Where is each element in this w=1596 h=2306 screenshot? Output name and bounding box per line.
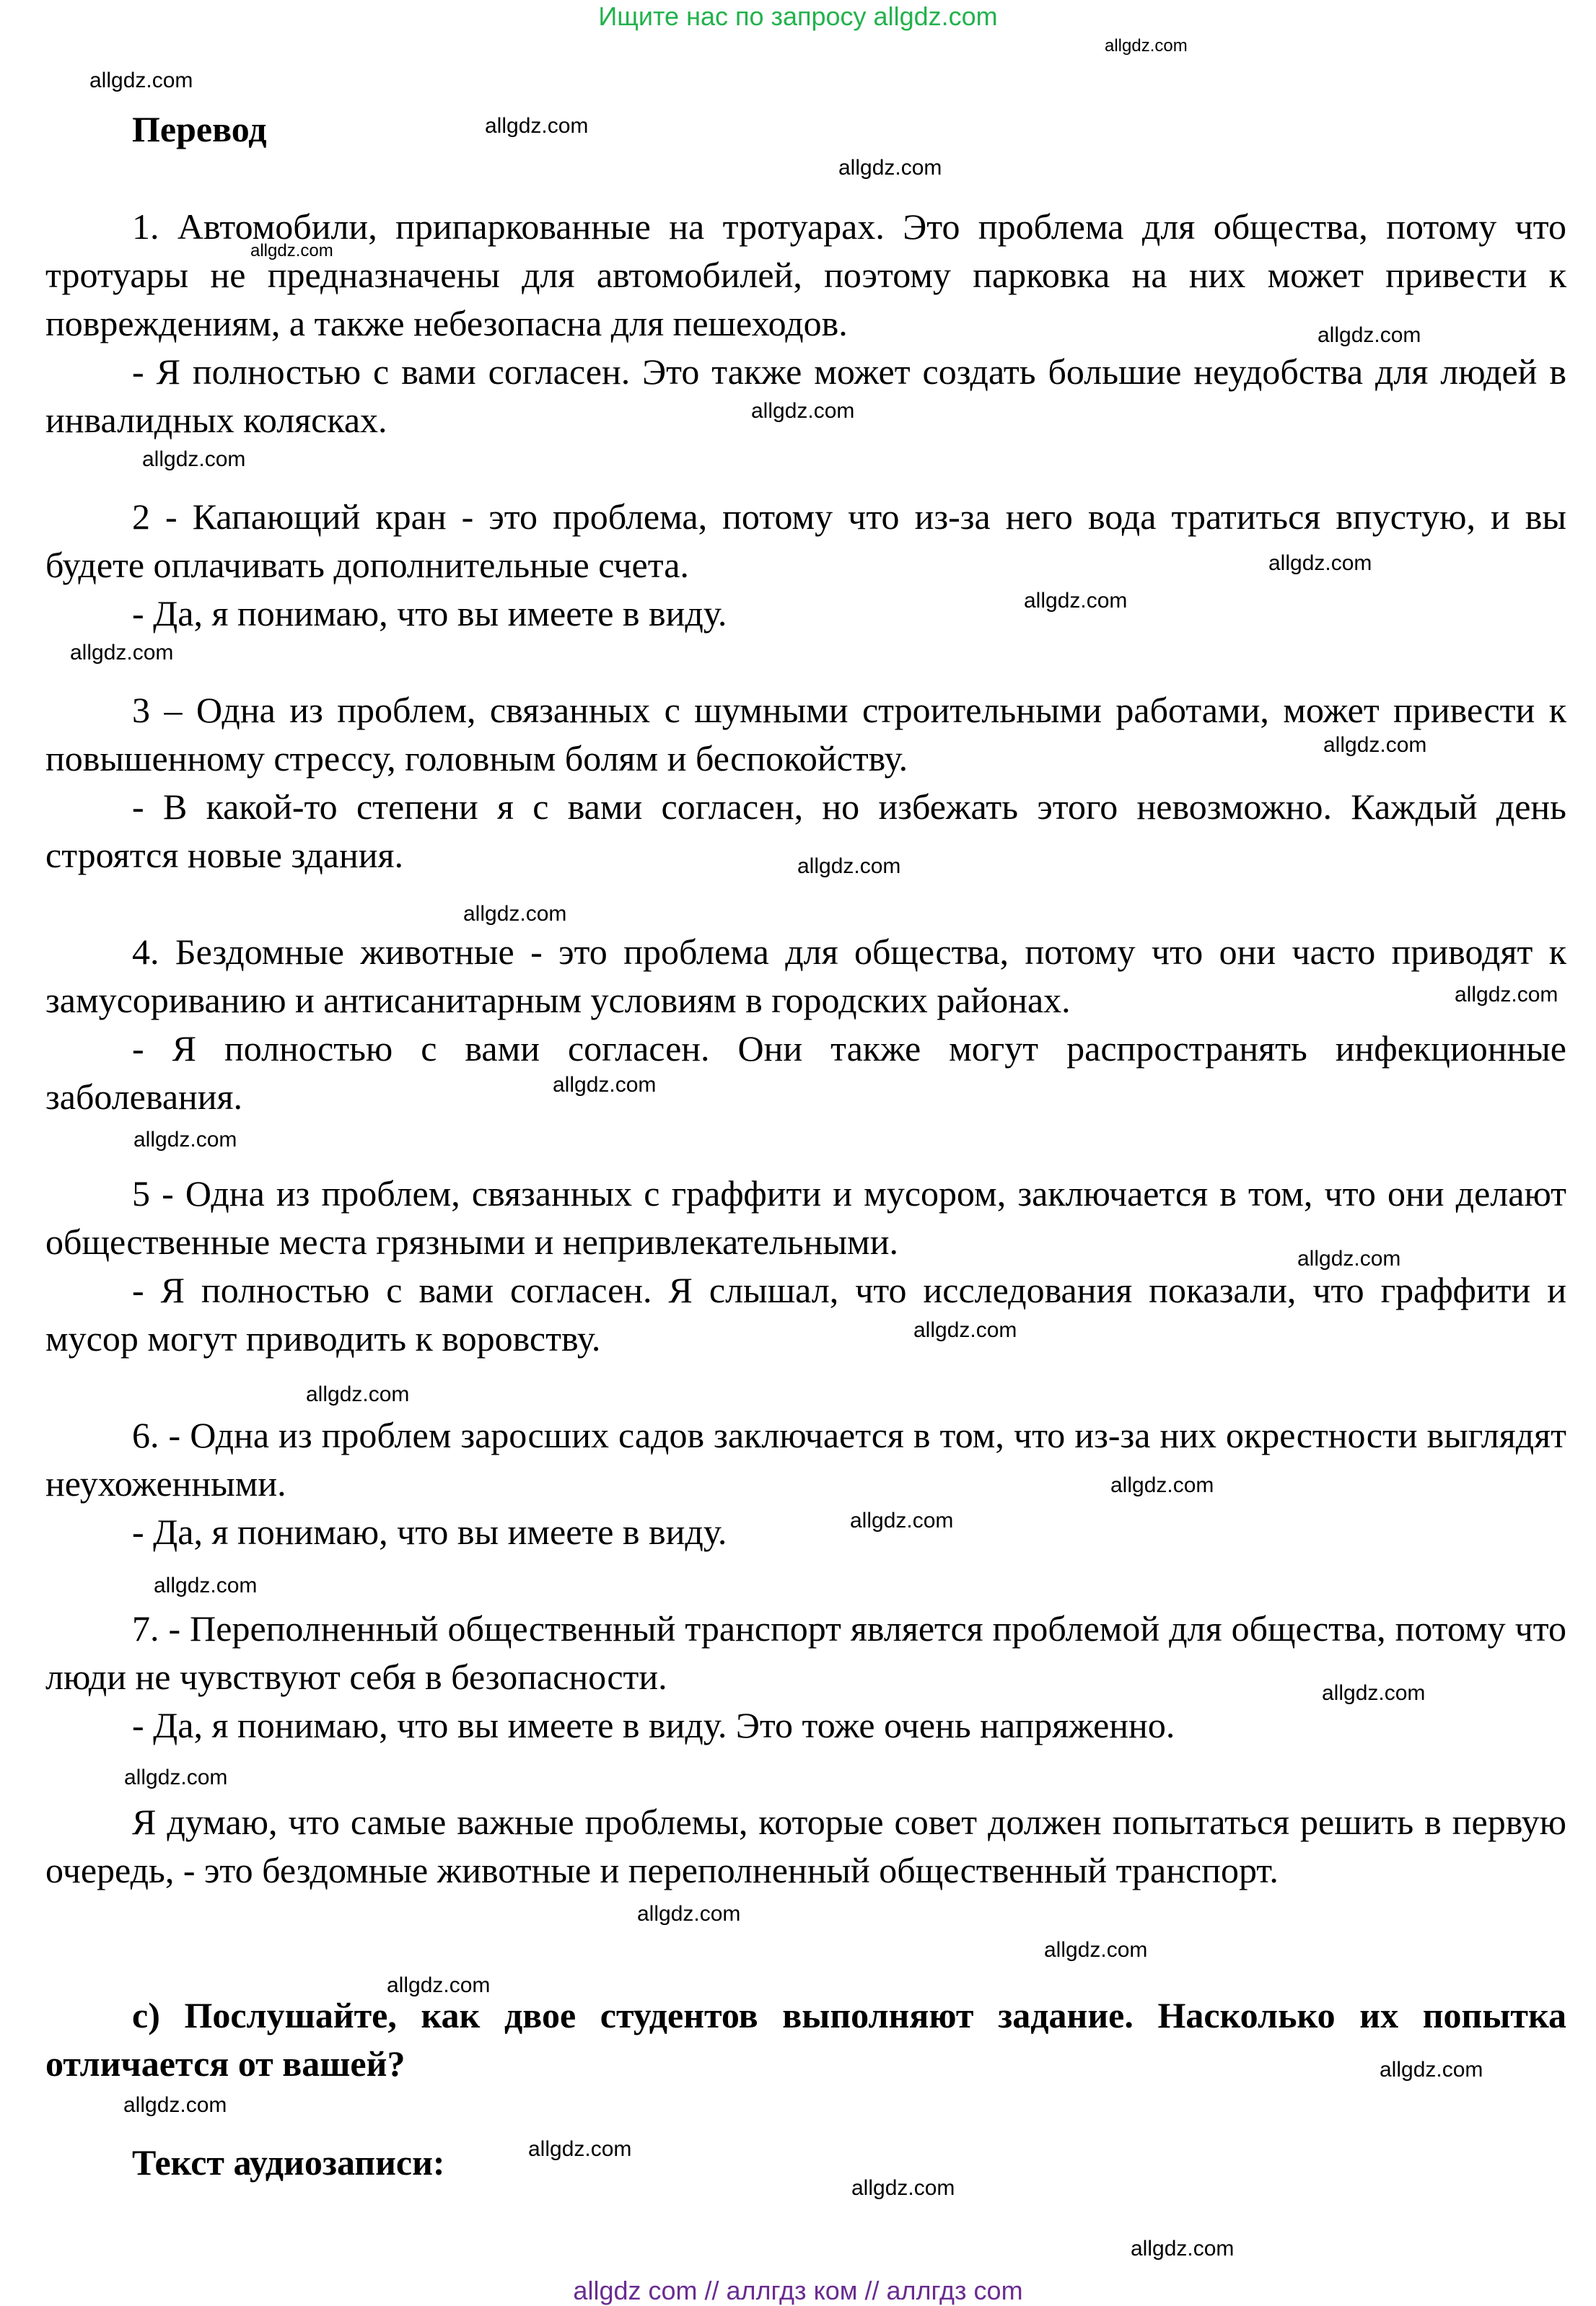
watermark: allgdz.com <box>838 156 942 180</box>
watermark: allgdz.com <box>751 399 855 423</box>
watermark: allgdz.com <box>1105 36 1188 56</box>
watermark: allgdz.com <box>142 447 246 471</box>
watermark: allgdz.com <box>553 1073 657 1097</box>
reply-5: - Я полностью с вами согласен. Я слышал, что исследования показали, что граффити и мусор могут приводить к воровству. <box>45 1270 1566 1359</box>
watermark: allgdz.com <box>797 854 901 878</box>
watermark: allgdz.com <box>1268 551 1372 575</box>
footer-links[interactable]: allgdz com // аллгдз ком // аллгдз com <box>573 2276 1023 2305</box>
watermark: allgdz.com <box>133 1128 237 1152</box>
watermark: allgdz.com <box>851 2176 955 2200</box>
watermark: allgdz.com <box>528 2137 632 2161</box>
watermark: allgdz.com <box>913 1318 1017 1342</box>
watermark: allgdz.com <box>1110 1473 1214 1497</box>
paragraph-1: 1. Автомобили, припаркованные на тротуарах. Это проблема для общества, потому что тротуары не предназначены для автомобилей, поэтому парковка на них может привести к повреждениям, а также небезопасна для пешеходов. <box>45 206 1566 343</box>
reply-1: - Я полностью с вами согласен. Это также может создать большие неудобства для людей в инвалидных колясках. <box>45 351 1566 440</box>
watermark: allgdz.com <box>89 69 193 92</box>
watermark: allgdz.com <box>306 1382 410 1406</box>
top-banner: Ищите нас по запросу allgdz.com <box>598 1 998 31</box>
audio-heading: Текст аудиозаписи: <box>132 2142 445 2183</box>
reply-2: - Да, я понимаю, что вы имеете в виду. <box>132 593 727 634</box>
watermark: allgdz.com <box>637 1902 741 1926</box>
watermark: allgdz.com <box>485 114 589 138</box>
conclusion-paragraph: Я думаю, что самые важные проблемы, которые совет должен попытаться решить в первую очередь, - это бездомные животные и переполненный общественный транспорт. <box>45 1802 1566 1890</box>
watermark: allgdz.com <box>124 1766 228 1789</box>
watermark: allgdz.com <box>1297 1247 1401 1271</box>
paragraph-5: 5 - Одна из проблем, связанных с граффити и мусором, заключается в том, что они делают общественные места грязными и непривлекательными. <box>45 1173 1566 1262</box>
page-title: Перевод <box>132 109 267 149</box>
watermark: allgdz.com <box>250 241 333 260</box>
watermark: allgdz.com <box>1024 589 1128 613</box>
watermark: allgdz.com <box>387 1973 491 1997</box>
reply-3: - В какой-то степени я с вами согласен, но избежать этого невозможно. Каждый день строятся новые здания. <box>45 786 1566 875</box>
watermark: allgdz.com <box>463 902 567 926</box>
watermark: allgdz.com <box>123 2093 227 2117</box>
watermark: allgdz.com <box>1317 323 1421 347</box>
watermark: allgdz.com <box>1455 983 1558 1007</box>
watermark: allgdz.com <box>154 1574 258 1597</box>
paragraph-7: 7. - Переполненный общественный транспорт является проблемой для общества, потому что люди не чувствуют себя в безопасности. <box>45 1608 1566 1697</box>
paragraph-2: 2 - Капающий кран - это проблема, потому что из-за него вода тратиться впустую, и вы будете оплачивать дополнительные счета. <box>45 496 1566 585</box>
paragraph-4: 4. Бездомные животные - это проблема для общества, потому что они часто приводят к замусориванию и антисанитарным условиям в городских районах. <box>45 931 1566 1020</box>
watermark: allgdz.com <box>1131 2237 1235 2261</box>
watermark: allgdz.com <box>850 1509 954 1533</box>
paragraph-6: 6. - Одна из проблем заросших садов заключается в том, что из-за них окрестности выглядят неухоженными. <box>45 1415 1566 1504</box>
watermark: allgdz.com <box>1322 1681 1426 1705</box>
watermark: allgdz.com <box>1380 2058 1483 2082</box>
task-c: c) Послушайте, как двое студентов выполняют задание. Насколько их попытка отличается от вашей? <box>45 1995 1566 2084</box>
reply-6: - Да, я понимаю, что вы имеете в виду. <box>132 1512 727 1552</box>
watermark: allgdz.com <box>1323 733 1427 757</box>
watermark: allgdz.com <box>1044 1938 1148 1962</box>
reply-7: - Да, я понимаю, что вы имеете в виду. Это тоже очень напряженно. <box>132 1705 1175 1745</box>
watermark: allgdz.com <box>70 641 174 665</box>
paragraph-3: 3 – Одна из проблем, связанных с шумными строительными работами, может привести к повышенному стрессу, головным болям и беспокойству. <box>45 690 1566 779</box>
reply-4: - Я полностью с вами согласен. Они также могут распространять инфекционные заболевания. <box>45 1028 1566 1117</box>
